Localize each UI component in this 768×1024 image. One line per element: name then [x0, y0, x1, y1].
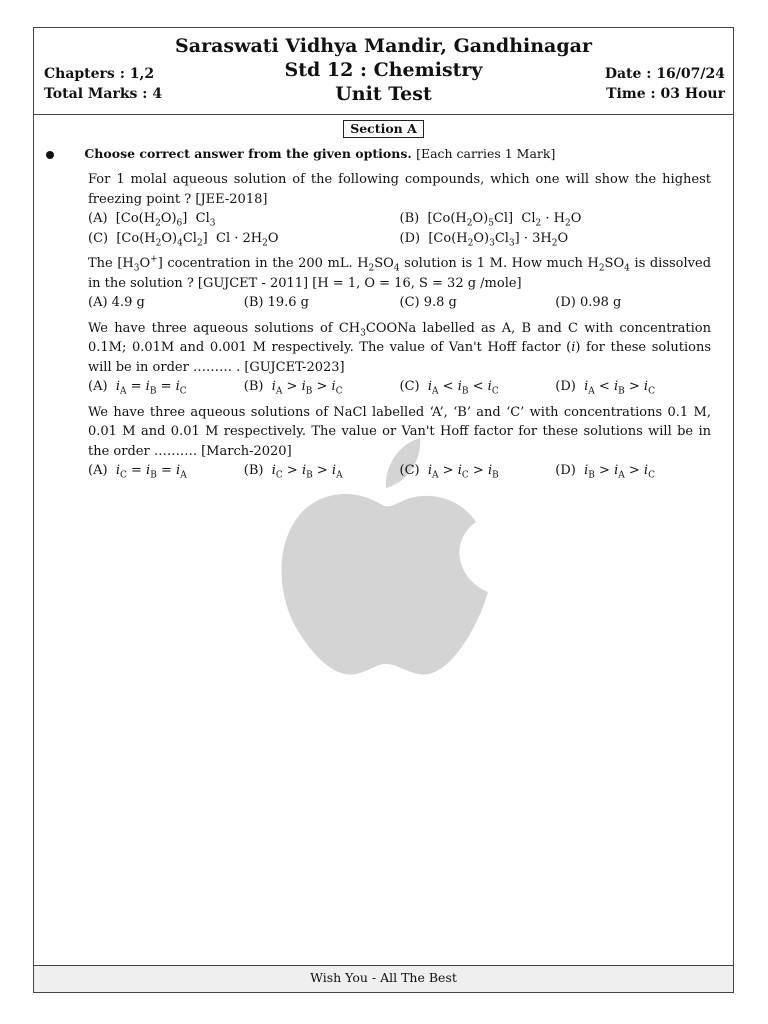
q4-option-c: (C) $i_A > i_C > i_B$ [399, 463, 499, 481]
page-frame [33, 27, 734, 993]
q3-option-a: (A) $i_A = i_B = i_C$ [88, 379, 187, 397]
test-time: Time : 03 Hour [606, 86, 725, 102]
q3-option-d: (D) $i_A < i_B > i_C$ [555, 379, 655, 397]
question-1: For 1 molal aqueous solution of the following compounds, which one will show the highest freezing point ? [JEE-2018] [88, 172, 711, 207]
question-3: We have three aqueous solutions of $CH_3COONa$ labelled as A, B and C with concentration 0.1M; 0.01M and 0.001 M respectively. The value of Van't Hoff factor (i) for these solutions will be in order ……… . [GUJCET-2023] [88, 320, 712, 375]
instruction-note: [Each carries 1 Mark] [416, 146, 556, 161]
question-1-options [88, 209, 711, 248]
chapters: Chapters : 1,2 [44, 66, 155, 82]
q1-option-c: (C) $[Co(H_2O)_4Cl_2] Cl \cdot 2H_2O$ [88, 230, 279, 249]
q1-option-b: (B) $[Co(H_2O)_5Cl] Cl_2 \cdot H_2O$ [399, 211, 582, 229]
test-date: Date : 16/07/24 [604, 66, 725, 82]
q4-option-d: (D) $i_B > i_A > i_C$ [555, 463, 655, 481]
q2-option-b: (B) 19.6 g [243, 295, 309, 310]
footer: Wish You - All The Best [34, 965, 733, 992]
question-2-options [88, 293, 711, 313]
standard-subject: Std 12 : Chemistry [284, 59, 483, 81]
q2-option-c: (C) 9.8 g [399, 295, 457, 310]
q4-option-b: (B) $i_C > i_B > i_A$ [243, 463, 343, 481]
q1-option-d: (D) $[Co(H_2O)_3Cl_3] \cdot 3H_2O$ [399, 230, 569, 249]
q4-option-a: (A) $i_C = i_B = i_A$ [88, 463, 187, 481]
bullet-icon [46, 151, 54, 159]
question-2: The $[H_3O^+]$ cocentration in the 200 mL. $H_2SO_4$ solution is 1 M. How much $H_2SO_4$ is dissolved in the solution ? [GUJCET - 2011] [H = 1, O = 16, S = 32 g /mole] [88, 254, 712, 291]
question-4: We have three aqueous solutions of NaCl labelled ‘A’, ‘B’ and ‘C’ with concentrations 0.1 M, 0.01 M and 0.01 M respectively. The value or Van't Hoff factor for these solutions will be in the order ………. [March-2020] [88, 404, 711, 459]
q3-option-c: (C) $i_A < i_B < i_C$ [399, 379, 499, 397]
test-type: Unit Test [335, 83, 432, 105]
section-label: Section A [343, 120, 424, 138]
header [34, 28, 733, 115]
q3-option-b: (B) $i_A > i_B > i_C$ [243, 379, 343, 397]
instruction-text: Choose correct answer from the given options. [84, 146, 412, 161]
q2-option-a: (A) 4.9 g [88, 295, 145, 310]
q1-option-a: (A) $[Co(H_2O)_6]$ $Cl_3$ [88, 211, 216, 229]
total-marks: Total Marks : 4 [44, 86, 163, 102]
questions [88, 170, 711, 487]
instruction [46, 146, 555, 161]
school-name: Saraswati Vidhya Mandir, Gandhinagar [175, 35, 592, 57]
question-3-options [88, 377, 711, 397]
question-4-options [88, 461, 711, 481]
q2-option-d: (D) 0.98 g [555, 295, 622, 310]
